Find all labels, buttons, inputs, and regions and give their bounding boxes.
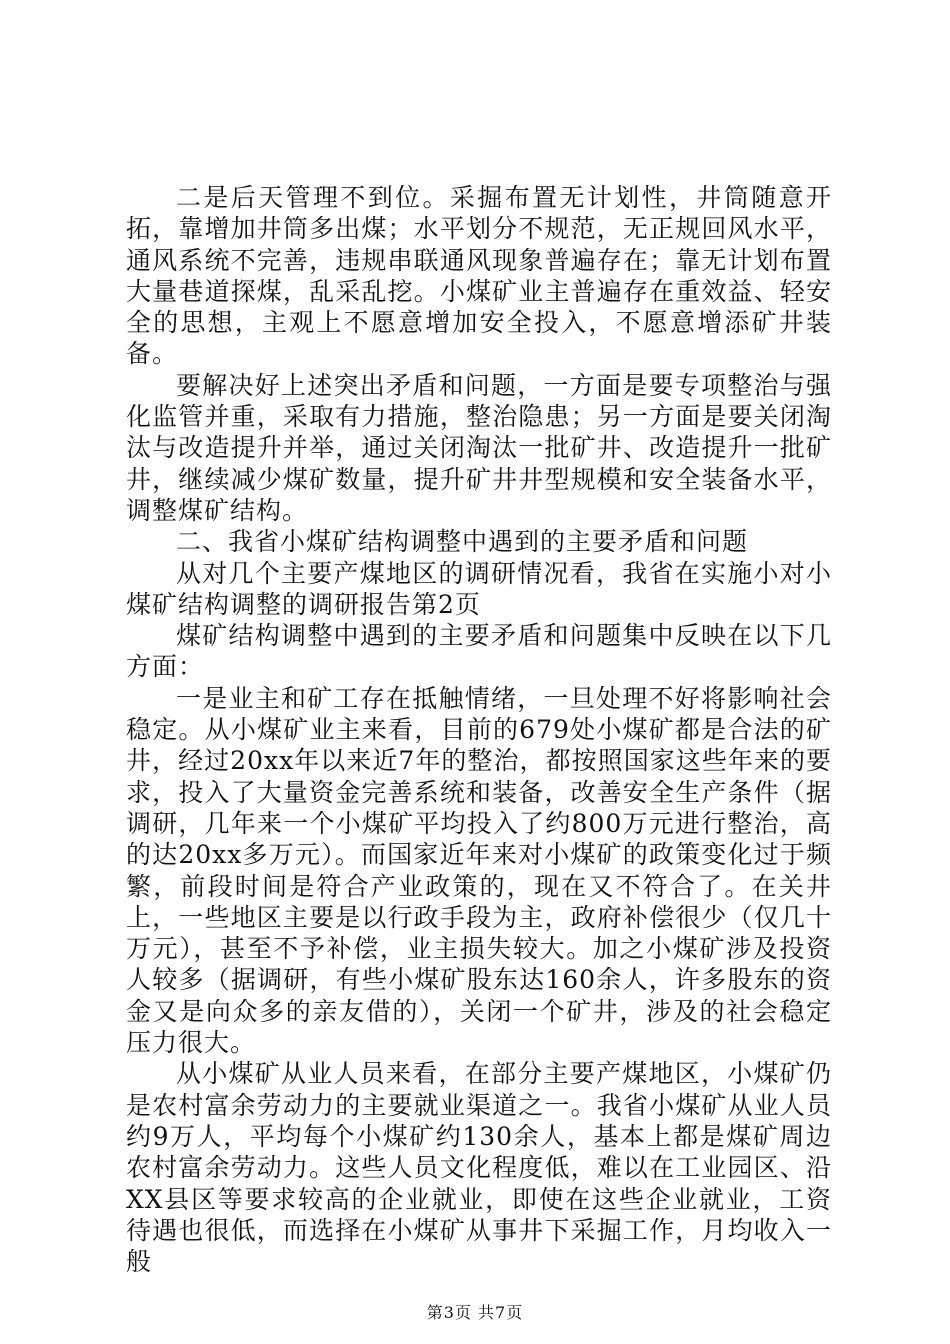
paragraph: 一是业主和矿工存在抵触情绪，一旦处理不好将影响社会稳定。从小煤矿业主来看，目前的679处小煤矿都是合法的矿井，经过20xx年以来近7年的整治，都按照国家这些年来的要求，投入了大量资金完善系统和装备，改善安全生产条件（据调研，几年来一个小煤矿平均投入了约800万元进行整治，高的达20xx多万元）。而国家近年来对小煤矿的政策变化过于频繁，前段时间是符合产业政策的，现在又不符合了。在关井上，一些地区主要是以行政手段为主，政府补偿很少（仅几十万元），甚至不予补偿，业主损失较大。加之小煤矿涉及投资人较多（据调研，有些小煤矿股东达160余人，许多股东的资金又是向众多的亲友借的），关闭一个矿井，涉及的社会稳定压力很大。	[126, 683, 832, 1058]
paragraph: 从对几个主要产煤地区的调研情况看，我省在实施小对小煤矿结构调整的调研报告第2页	[126, 558, 832, 619]
paragraph: 要解决好上述突出矛盾和问题，一方面是要专项整治与强化监管并重，采取有力措施，整治隐患；另一方面是要关闭淘汰与改造提升并举，通过关闭淘汰一批矿井、改造提升一批矿井，继续减少煤矿数量，提升矿井井型规模和安全装备水平，调整煤矿结构。	[126, 370, 832, 525]
paragraph: 从小煤矿从业人员来看，在部分主要产煤地区，小煤矿仍是农村富余劳动力的主要就业渠道之一。我省小煤矿从业人员约9万人，平均每个小煤矿约130余人，基本上都是煤矿周边农村富余劳动力。这些人员文化程度低，难以在工业园区、沿XX县区等要求较高的企业就业，即使在这些企业就业，工资待遇也很低，而选择在小煤矿从事井下采掘工作，月均收入一般	[126, 1059, 832, 1277]
section-heading: 二、我省小煤矿结构调整中遇到的主要矛盾和问题	[176, 527, 749, 557]
page-footer: 第3页 共7页	[426, 1303, 524, 1322]
paragraph: 二是后天管理不到位。采掘布置无计划性，井筒随意开拓，靠增加井筒多出煤；水平划分不规范，无正规回风水平，通风系统不完善，违规串联通风现象普遍存在；靠无计划布置大量巷道探煤，乱采乱挖。小煤矿业主普遍存在重效益、轻安全的思想，主观上不愿意增加安全投入，不愿意增添矿井装备。	[126, 183, 832, 369]
document-body	[126, 182, 832, 1277]
paragraph: 煤矿结构调整中遇到的主要矛盾和问题集中反映在以下几方面：	[126, 621, 832, 682]
